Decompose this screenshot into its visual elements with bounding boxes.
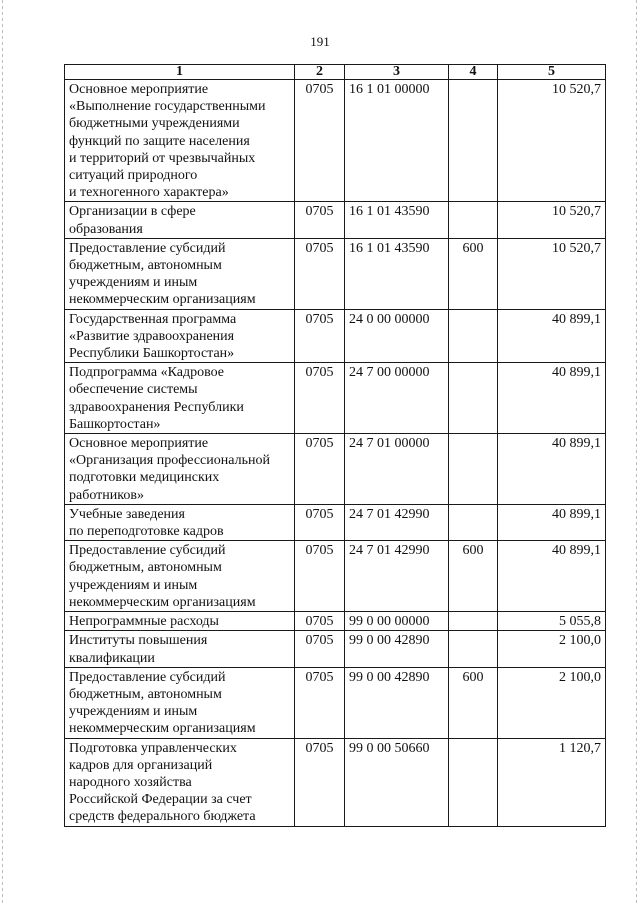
expense-name-cell: Подготовка управленческих кадров для организаций народного хозяйства Российской Федерации за счет средств федерального бюджета — [65, 738, 295, 826]
table-row — [65, 309, 606, 363]
table-row — [65, 80, 606, 202]
scan-edge-left — [2, 0, 3, 905]
amount-cell: 5 055,8 — [498, 612, 606, 631]
target-article-cell: 99 0 00 00000 — [345, 612, 449, 631]
expense-name-cell: Институты повышения квалификации — [65, 631, 295, 667]
column-header-2: 2 — [295, 65, 345, 80]
expense-type-cell — [449, 309, 498, 363]
target-article-cell: 24 0 00 00000 — [345, 309, 449, 363]
amount-cell: 40 899,1 — [498, 309, 606, 363]
column-header-4: 4 — [449, 65, 498, 80]
table-row — [65, 541, 606, 612]
section-code-cell: 0705 — [295, 738, 345, 826]
amount-cell: 2 100,0 — [498, 667, 606, 738]
target-article-cell: 99 0 00 42890 — [345, 667, 449, 738]
section-code-cell: 0705 — [295, 363, 345, 434]
column-header-1: 1 — [65, 65, 295, 80]
table-row — [65, 667, 606, 738]
column-header-5: 5 — [498, 65, 606, 80]
expense-name-cell: Государственная программа «Развитие здравоохранения Республики Башкортостан» — [65, 309, 295, 363]
amount-cell: 2 100,0 — [498, 631, 606, 667]
section-code-cell: 0705 — [295, 238, 345, 309]
expense-type-cell: 600 — [449, 541, 498, 612]
section-code-cell: 0705 — [295, 202, 345, 238]
expense-name-cell: Предоставление субсидий бюджетным, автономным учреждениям и иным некоммерческим организациям — [65, 238, 295, 309]
section-code-cell: 0705 — [295, 612, 345, 631]
section-code-cell: 0705 — [295, 80, 345, 202]
target-article-cell: 16 1 01 00000 — [345, 80, 449, 202]
section-code-cell: 0705 — [295, 541, 345, 612]
target-article-cell: 24 7 01 42990 — [345, 541, 449, 612]
budget-table — [64, 64, 606, 827]
table-row — [65, 202, 606, 238]
expense-type-cell — [449, 363, 498, 434]
expense-type-cell: 600 — [449, 238, 498, 309]
amount-cell: 10 520,7 — [498, 80, 606, 202]
table-header-row — [65, 65, 606, 80]
target-article-cell: 16 1 01 43590 — [345, 202, 449, 238]
column-header-3: 3 — [345, 65, 449, 80]
expense-name-cell: Основное мероприятие «Организация профессиональной подготовки медицинских работников» — [65, 434, 295, 505]
table-row — [65, 612, 606, 631]
expense-type-cell — [449, 631, 498, 667]
expense-name-cell: Учебные заведения по переподготовке кадров — [65, 504, 295, 540]
target-article-cell: 24 7 00 00000 — [345, 363, 449, 434]
amount-cell: 40 899,1 — [498, 363, 606, 434]
amount-cell: 40 899,1 — [498, 504, 606, 540]
expense-name-cell: Предоставление субсидий бюджетным, автономным учреждениям и иным некоммерческим организациям — [65, 667, 295, 738]
expense-type-cell — [449, 434, 498, 505]
table-row — [65, 238, 606, 309]
section-code-cell: 0705 — [295, 667, 345, 738]
target-article-cell: 16 1 01 43590 — [345, 238, 449, 309]
expense-name-cell: Непрограммные расходы — [65, 612, 295, 631]
expense-type-cell — [449, 612, 498, 631]
table-row — [65, 363, 606, 434]
table-row — [65, 504, 606, 540]
amount-cell: 40 899,1 — [498, 434, 606, 505]
amount-cell: 10 520,7 — [498, 238, 606, 309]
expense-name-cell: Организации в сфере образования — [65, 202, 295, 238]
table-row — [65, 631, 606, 667]
page-number: 191 — [310, 34, 330, 49]
target-article-cell: 24 7 01 00000 — [345, 434, 449, 505]
expense-type-cell — [449, 738, 498, 826]
scan-edge-right — [636, 0, 637, 905]
section-code-cell: 0705 — [295, 504, 345, 540]
expense-name-cell: Основное мероприятие «Выполнение государственными бюджетными учреждениями функций по защите населения и территорий от чрезвычайных ситуаций природного и техногенного характера» — [65, 80, 295, 202]
section-code-cell: 0705 — [295, 631, 345, 667]
table-body — [65, 80, 606, 827]
table-row — [65, 434, 606, 505]
expense-type-cell — [449, 80, 498, 202]
section-code-cell: 0705 — [295, 434, 345, 505]
expense-type-cell: 600 — [449, 667, 498, 738]
expense-name-cell: Подпрограмма «Кадровое обеспечение системы здравоохранения Республики Башкортостан» — [65, 363, 295, 434]
amount-cell: 40 899,1 — [498, 541, 606, 612]
target-article-cell: 24 7 01 42990 — [345, 504, 449, 540]
target-article-cell: 99 0 00 50660 — [345, 738, 449, 826]
table-row — [65, 738, 606, 826]
expense-name-cell: Предоставление субсидий бюджетным, автономным учреждениям и иным некоммерческим организациям — [65, 541, 295, 612]
expense-type-cell — [449, 504, 498, 540]
expense-type-cell — [449, 202, 498, 238]
target-article-cell: 99 0 00 42890 — [345, 631, 449, 667]
amount-cell: 10 520,7 — [498, 202, 606, 238]
section-code-cell: 0705 — [295, 309, 345, 363]
amount-cell: 1 120,7 — [498, 738, 606, 826]
